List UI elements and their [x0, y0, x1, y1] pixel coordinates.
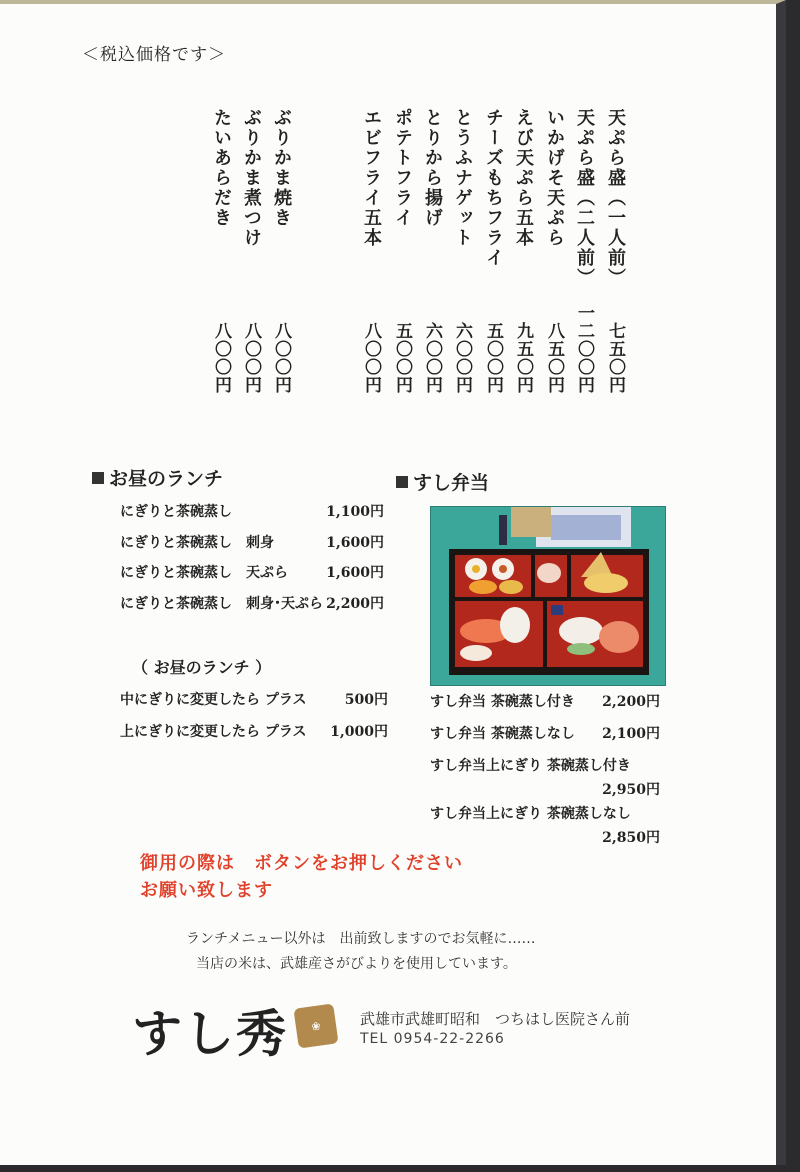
lunch-title: お昼のランチ [109, 468, 224, 490]
bento-item-price: 2,950円 [602, 782, 660, 798]
lunch-row [120, 562, 384, 582]
delivery-info: ランチメニュー以外は 出前致しますのでお気軽に…… [186, 931, 536, 947]
lunch-item-name: にぎりと茶碗蒸し 刺身 [120, 535, 274, 551]
upgrade-name: 上にぎりに変更したら プラス [120, 724, 307, 740]
menu-item-name: とりから揚げ [422, 108, 443, 228]
menu-item-name: えび天ぷら五本 [513, 108, 534, 248]
sushi-bento-photo [430, 506, 666, 686]
lunch-item-price: 2,200円 [326, 596, 384, 612]
lunch-subtitle: （ お昼のランチ ） [132, 658, 272, 677]
bento-title: すし弁当 [413, 472, 490, 494]
bento-item-name: すし弁当上にぎり 茶碗蒸し付き [430, 758, 631, 774]
menu-item-name: ポテトフライ [392, 108, 413, 228]
menu-item-price: 八〇〇円 [271, 322, 291, 394]
menu-item-price: 一二〇〇円 [574, 304, 594, 394]
menu-item-name: エビフライ五本 [361, 108, 382, 248]
upgrade-price: 500円 [344, 692, 388, 708]
lunch-item-name: にぎりと茶碗蒸し [120, 504, 232, 520]
menu-item-name: いかげそ天ぷら [544, 108, 565, 248]
bento-row [430, 803, 660, 846]
bento-item-price: 2,100円 [602, 726, 660, 742]
shop-address: 武雄市武雄町昭和 つちはし医院さん前 [360, 1010, 631, 1028]
upgrade-row [120, 689, 388, 709]
menu-item-price: 八五〇円 [544, 322, 564, 394]
rice-info: 当店の米は、武雄産さがびよりを使用しています。 [196, 956, 517, 972]
menu-item-price: 八〇〇円 [241, 322, 261, 394]
menu-item-price: 八〇〇円 [361, 322, 381, 394]
menu-item-price: 七五〇円 [605, 322, 625, 394]
lunch-item-price: 1,600円 [326, 565, 384, 581]
upgrade-price: 1,000円 [330, 724, 388, 740]
menu-item-price: 五〇〇円 [392, 322, 412, 394]
lunch-item-price: 1,100円 [326, 504, 384, 520]
tax-note: ＜税込価格です＞ [82, 45, 226, 65]
menu-item-name: ぶりかま焼き [271, 108, 292, 228]
shop-phone: TEL 0954-22-2266 [360, 1031, 505, 1047]
menu-item-name: 天ぷら盛（一人前） [605, 108, 626, 288]
lunch-heading [92, 464, 223, 491]
menu-item-name: 天ぷら盛（二人前） [574, 108, 595, 288]
square-bullet-icon [396, 476, 408, 488]
bento-item-name: すし弁当上にぎり 茶碗蒸しなし [430, 806, 631, 822]
lunch-row [120, 532, 384, 552]
lunch-row [120, 501, 384, 521]
menu-item-price: 五〇〇円 [483, 322, 503, 394]
menu-item-price: 六〇〇円 [422, 322, 442, 394]
menu-item-name: ぶりかま煮つけ [241, 108, 262, 248]
lunch-item-name: にぎりと茶碗蒸し 刺身･天ぷら [120, 596, 323, 612]
sushi-bento-illustration [431, 507, 665, 685]
bento-row [430, 691, 660, 711]
call-button-notice-line2: お願い致します [140, 880, 273, 901]
menu-item-price: 八〇〇円 [211, 322, 231, 394]
menu-item-name: たいあらだき [211, 108, 232, 228]
lunch-row [120, 593, 384, 613]
menu-item-name: チーズもちフライ [483, 108, 504, 268]
bento-row [430, 755, 660, 798]
menu-item-price: 六〇〇円 [452, 322, 472, 394]
bento-item-price: 2,850円 [602, 830, 660, 846]
upgrade-name: 中にぎりに変更したら プラス [120, 692, 307, 708]
menu-item-name: とうふナゲット [452, 108, 473, 248]
shop-logo: すし秀 [132, 1004, 288, 1063]
call-button-notice: 御用の際は ボタンをお押しください [140, 853, 463, 874]
upgrade-row [120, 721, 388, 741]
menu-item-price: 九五〇円 [513, 322, 533, 394]
lunch-item-price: 1,600円 [326, 535, 384, 551]
bento-item-price: 2,200円 [602, 694, 660, 710]
lunch-item-name: にぎりと茶碗蒸し 天ぷら [120, 565, 288, 581]
bento-item-name: すし弁当 茶碗蒸しなし [430, 726, 575, 742]
square-bullet-icon [92, 472, 104, 484]
seal-stamp-icon: ❀ [293, 1003, 338, 1048]
bento-row [430, 723, 660, 743]
bento-item-name: すし弁当 茶碗蒸し付き [430, 694, 575, 710]
bento-heading [396, 468, 489, 495]
